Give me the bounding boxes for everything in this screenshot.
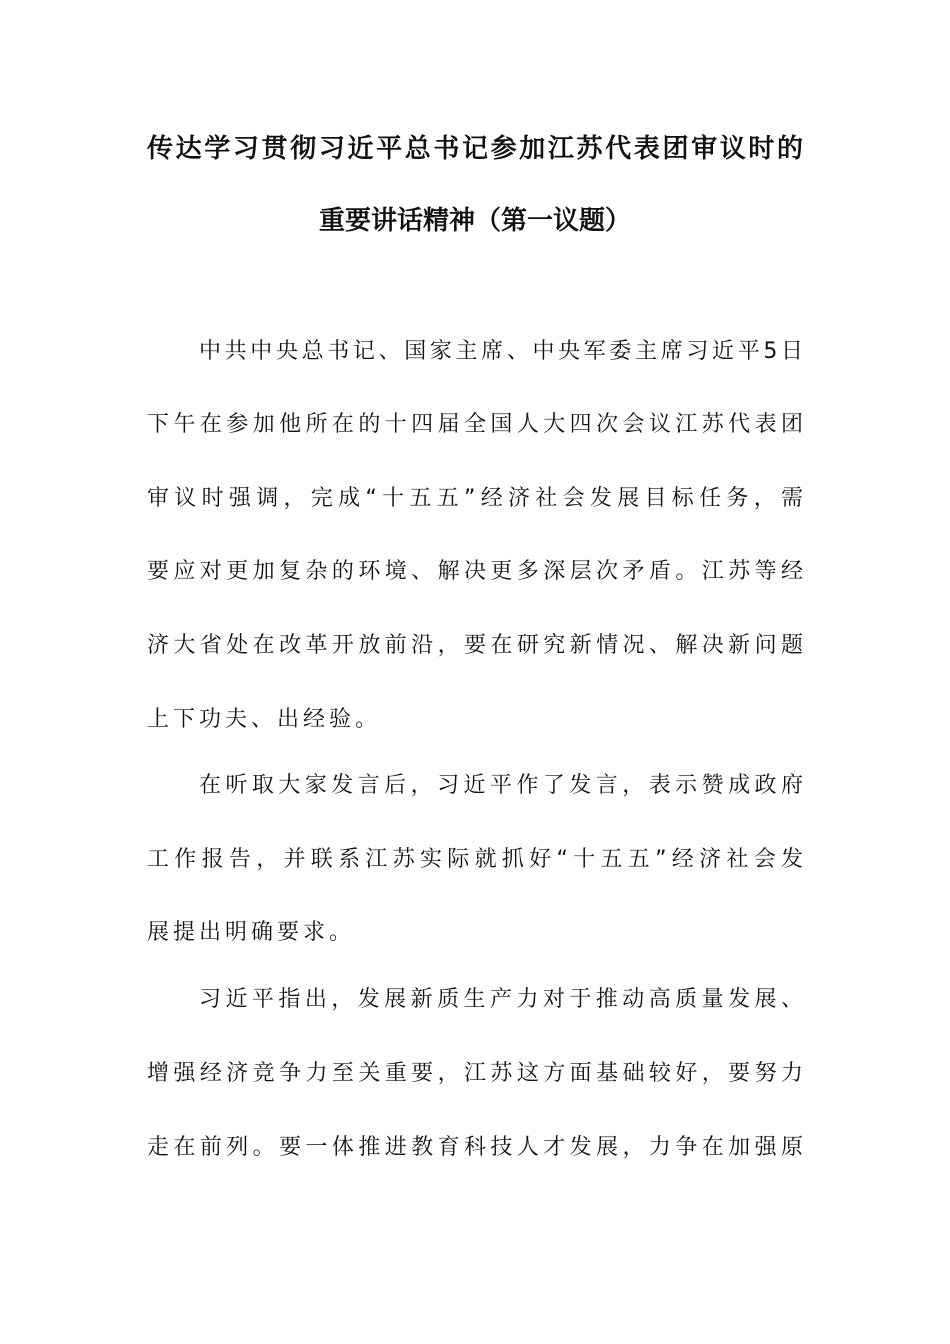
paragraph-line: 走在前列。要一体推进教育科技人才发展，力争在加强原: [147, 1135, 803, 1160]
paragraph-line: 要应对更加复杂的环境、解决更多深层次矛盾。江苏等经: [147, 559, 803, 584]
paragraph-line: 展提出明确要求。: [147, 920, 356, 945]
paragraph-line: 中共中央总书记、国家主席、中央军委主席习近平5日: [199, 339, 803, 364]
paragraph-line: 济大省处在改革开放前沿，要在研究新情况、解决新问题: [147, 633, 803, 658]
paragraph-line: 习近平指出，发展新质生产力对于推动高质量发展、: [199, 987, 803, 1012]
paragraph-line: 下午在参加他所在的十四届全国人大四次会议江苏代表团: [147, 412, 803, 437]
document-title-line-2: 重要讲话精神（第一议题）: [318, 206, 631, 236]
paragraph-line: 上下功夫、出经验。: [147, 707, 382, 732]
paragraph-line: 在听取大家发言后，习近平作了发言，表示赞成政府: [199, 773, 803, 798]
paragraph-line: 工作报告，并联系江苏实际就抓好“十五五”经济社会发: [147, 847, 803, 872]
paragraph-line: 审议时强调，完成“十五五”经济社会发展目标任务，需: [147, 486, 803, 511]
paragraph-line: 增强经济竞争力至关重要，江苏这方面基础较好，要努力: [147, 1061, 803, 1086]
document-title-line-1: 传达学习贯彻习近平总书记参加江苏代表团审议时的: [147, 134, 803, 164]
